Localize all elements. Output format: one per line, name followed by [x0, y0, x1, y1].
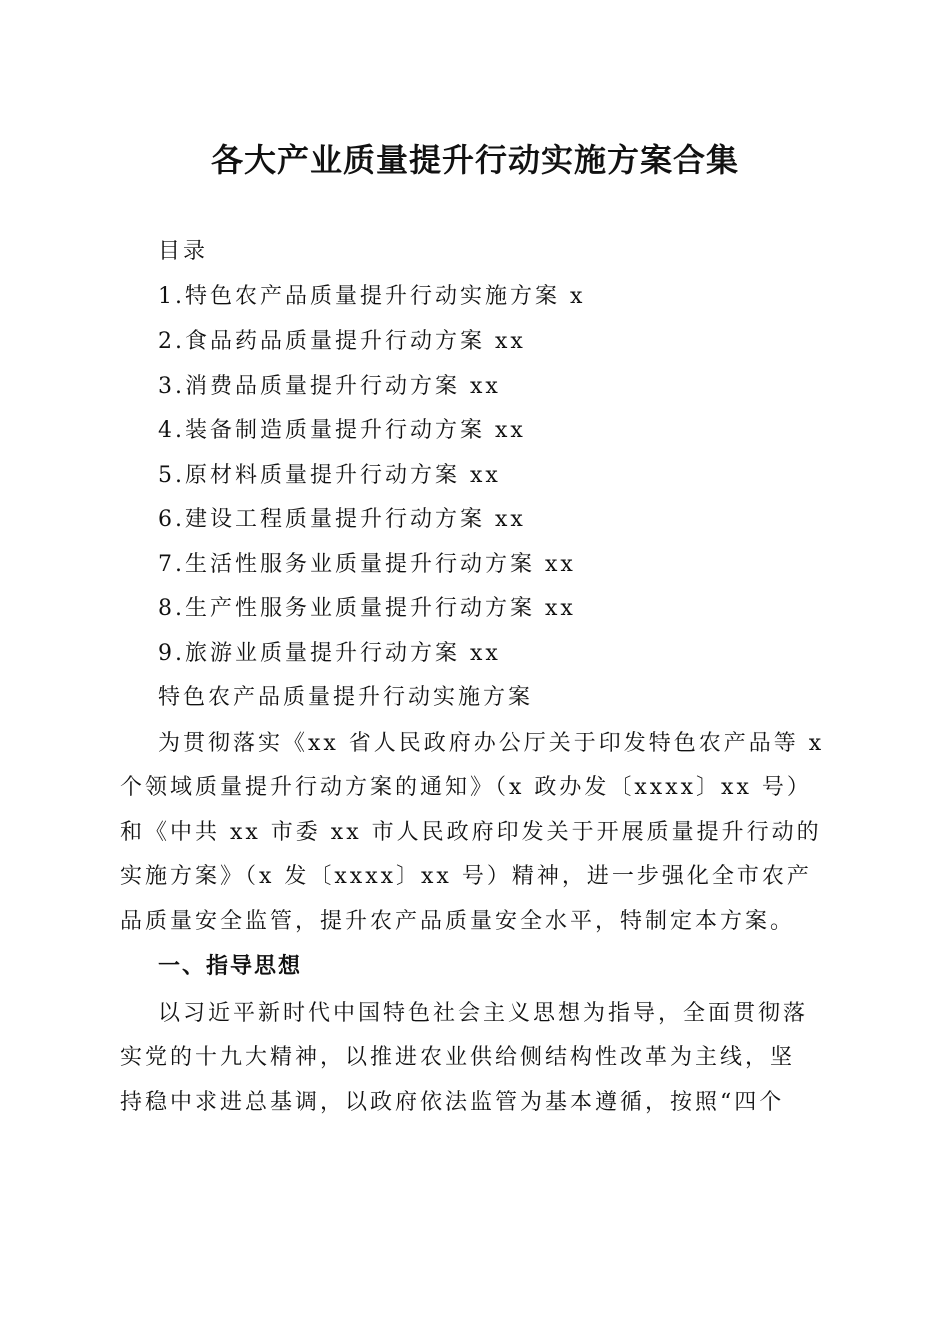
section-title: 特色农产品质量提升行动实施方案: [158, 685, 534, 710]
guide-paragraph-line: 实党的十九大精神，以推进农业供给侧结构性改革为主线，坚: [120, 1045, 796, 1070]
toc-item: 5.原材料质量提升行动方案 xx: [158, 463, 501, 488]
toc-item: 9.旅游业质量提升行动方案 xx: [158, 641, 501, 666]
toc-heading: 目录: [158, 239, 209, 264]
toc-item: 2.食品药品质量提升行动方案 xx: [158, 329, 526, 354]
intro-paragraph-line: 实施方案》（x 发〔xxxx〕xx 号）精神，进一步强化全市农产: [120, 864, 812, 889]
section-heading-guiding-ideology: 一、指导思想: [158, 954, 303, 979]
toc-item: 7.生活性服务业质量提升行动方案 xx: [158, 552, 576, 577]
intro-paragraph-line: 个领域质量提升行动方案的通知》（x 政办发〔xxxx〕xx 号）: [120, 775, 812, 800]
document-title: 各大产业质量提升行动实施方案合集: [210, 141, 739, 179]
guide-paragraph-line: 以习近平新时代中国特色社会主义思想为指导，全面贯彻落: [158, 1001, 809, 1026]
toc-item: 8.生产性服务业质量提升行动方案 xx: [158, 596, 576, 621]
toc-item: 1.特色农产品质量提升行动实施方案 x: [158, 284, 586, 309]
intro-paragraph-line: 和《中共 xx 市委 xx 市人民政府印发关于开展质量提升行动的: [120, 820, 822, 845]
intro-paragraph-line: 品质量安全监管，提升农产品质量安全水平，特制定本方案。: [120, 909, 796, 934]
intro-paragraph-line: 为贯彻落实《xx 省人民政府办公厅关于印发特色农产品等 x: [158, 731, 825, 756]
toc-item: 3.消费品质量提升行动方案 xx: [158, 374, 501, 399]
toc-item: 4.装备制造质量提升行动方案 xx: [158, 418, 526, 443]
toc-item: 6.建设工程质量提升行动方案 xx: [158, 507, 526, 532]
guide-paragraph-line: 持稳中求进总基调，以政府依法监管为基本遵循，按照“四个: [120, 1090, 785, 1115]
